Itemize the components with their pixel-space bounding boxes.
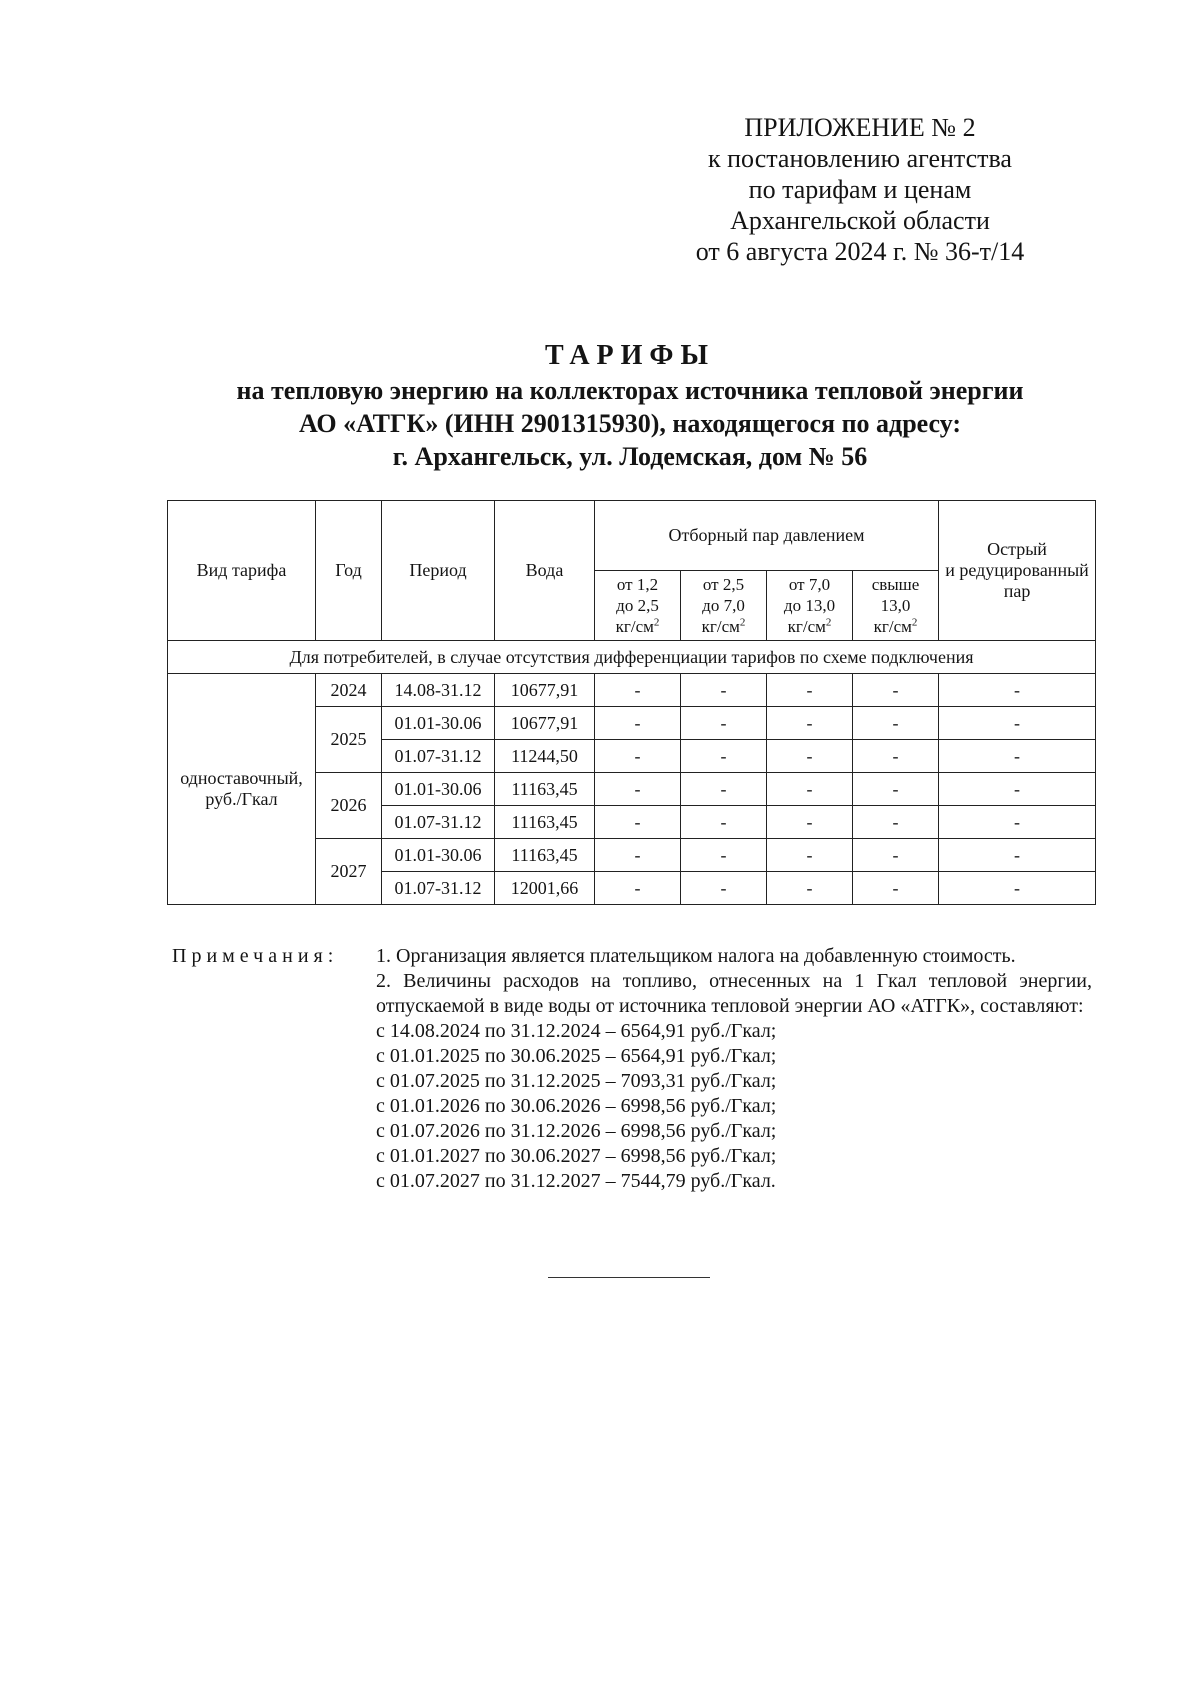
note-item: 2. Величины расходов на топливо, отнесенных на 1 Гкал тепловой энергии, отпускаемой в виде воды от источника тепловой энергии АО «АТГК», составляют: [376, 970, 1092, 1017]
dash-cell: - [939, 740, 1096, 773]
pressure-line: свыше [871, 575, 920, 594]
appendix-line: к постановлению агентства [708, 144, 1012, 173]
dash-cell: - [939, 773, 1096, 806]
year-cell: 2027 [316, 839, 382, 905]
header-pressure-1 [595, 571, 681, 641]
pressure-line: от 2,5 [702, 575, 745, 594]
dash-cell: - [939, 872, 1096, 905]
dash-cell: - [681, 707, 767, 740]
pressure-line: до 2,5 [616, 596, 659, 615]
dash-cell: - [939, 707, 1096, 740]
year-cell: 2025 [316, 707, 382, 773]
header-pressure-2 [681, 571, 767, 641]
year-cell: 2024 [316, 674, 382, 707]
table-row [168, 674, 1096, 707]
note-item: 1. Организация является плательщиком налога на добавленную стоимость. [376, 945, 1016, 967]
dash-cell: - [595, 773, 681, 806]
header-sharp-line: пар [1003, 581, 1031, 601]
water-cell: 12001,66 [495, 872, 595, 905]
dash-cell: - [595, 806, 681, 839]
dash-cell: - [595, 872, 681, 905]
dash-cell: - [681, 806, 767, 839]
water-cell: 11244,50 [495, 740, 595, 773]
header-water: Вода [495, 501, 595, 641]
appendix-title: ПРИЛОЖЕНИЕ № 2 [744, 113, 976, 142]
pressure-unit: кг/см [873, 617, 912, 636]
dash-cell: - [681, 839, 767, 872]
dash-cell: - [595, 674, 681, 707]
dash-cell: - [681, 740, 767, 773]
dash-cell: - [767, 740, 853, 773]
end-divider [548, 1277, 710, 1278]
document-title [150, 338, 1110, 473]
dash-cell: - [595, 740, 681, 773]
dash-cell: - [767, 773, 853, 806]
pressure-line: 13,0 [880, 596, 911, 615]
dash-cell: - [939, 839, 1096, 872]
appendix-line: Архангельской области [730, 206, 990, 235]
fuel-rate-line: с 14.08.2024 по 31.12.2024 – 6564,91 руб./Гкал; [376, 1020, 777, 1042]
water-cell: 11163,45 [495, 806, 595, 839]
period-cell: 01.01-30.06 [382, 707, 495, 740]
appendix-line: по тарифам и ценам [748, 175, 972, 204]
dash-cell: - [939, 674, 1096, 707]
title-line: г. Архангельск, ул. Лодемская, дом № 56 [392, 442, 868, 471]
fuel-rate-line: с 01.01.2026 по 30.06.2026 – 6998,56 руб./Гкал; [376, 1095, 777, 1117]
pressure-line: от 7,0 [788, 575, 831, 594]
dash-cell: - [767, 806, 853, 839]
header-sharp-steam [939, 501, 1096, 641]
dash-cell: - [595, 839, 681, 872]
dash-cell: - [853, 674, 939, 707]
water-cell: 10677,91 [495, 707, 595, 740]
dash-cell: - [681, 872, 767, 905]
dash-cell: - [767, 707, 853, 740]
dash-cell: - [853, 740, 939, 773]
tariff-type-cell [168, 674, 316, 905]
notes-label: Примечания: [172, 945, 339, 967]
period-cell: 01.01-30.06 [382, 773, 495, 806]
dash-cell: - [853, 806, 939, 839]
fuel-rate-line: с 01.07.2027 по 31.12.2027 – 7544,79 руб./Гкал. [376, 1170, 776, 1192]
dash-cell: - [767, 872, 853, 905]
header-steam-group: Отборный пар давлением [595, 501, 939, 571]
pressure-unit: кг/см [615, 617, 654, 636]
fuel-rate-line: с 01.07.2026 по 31.12.2026 – 6998,56 руб./Гкал; [376, 1120, 777, 1142]
fuel-rate-line: с 01.01.2025 по 30.06.2025 – 6564,91 руб./Гкал; [376, 1045, 777, 1067]
pressure-line: от 1,2 [616, 575, 659, 594]
pressure-unit: кг/см [701, 617, 740, 636]
year-cell: 2026 [316, 773, 382, 839]
water-cell: 10677,91 [495, 674, 595, 707]
header-tariff-type: Вид тарифа [168, 501, 316, 641]
dash-cell: - [767, 674, 853, 707]
water-cell: 11163,45 [495, 773, 595, 806]
pressure-unit-sup: 2 [739, 616, 746, 629]
dash-cell: - [681, 674, 767, 707]
dash-cell: - [853, 872, 939, 905]
header-period: Период [382, 501, 495, 641]
dash-cell: - [939, 806, 1096, 839]
notes-body [376, 944, 1092, 1194]
header-pressure-4 [853, 571, 939, 641]
title-line: АО «АТГК» (ИНН 2901315930), находящегося по адресу: [298, 409, 962, 438]
tariff-type-line: одноставочный, [180, 768, 303, 788]
dash-cell: - [681, 773, 767, 806]
header-sharp-line: и редуцированный [945, 560, 1089, 580]
header-sharp-line: Острый [987, 539, 1047, 559]
pressure-line: до 7,0 [702, 596, 745, 615]
tariffs-table [167, 500, 1096, 905]
appendix-date: от 6 августа 2024 г. № 36-т/14 [695, 237, 1025, 266]
fuel-rate-line: с 01.07.2025 по 31.12.2025 – 7093,31 руб./Гкал; [376, 1070, 777, 1092]
period-cell: 01.01-30.06 [382, 839, 495, 872]
pressure-unit: кг/см [787, 617, 826, 636]
header-year: Год [316, 501, 382, 641]
dash-cell: - [853, 707, 939, 740]
section-header: Для потребителей, в случае отсутствия дифференциации тарифов по схеме подключения [168, 641, 1096, 674]
water-cell: 11163,45 [495, 839, 595, 872]
title-main: ТАРИФЫ [545, 340, 715, 371]
pressure-unit-sup: 2 [911, 616, 918, 629]
period-cell: 01.07-31.12 [382, 872, 495, 905]
period-cell: 01.07-31.12 [382, 740, 495, 773]
pressure-line: до 13,0 [783, 596, 836, 615]
title-line: на тепловую энергию на коллекторах источника тепловой энергии [236, 376, 1024, 405]
pressure-unit-sup: 2 [653, 616, 660, 629]
fuel-rate-line: с 01.01.2027 по 30.06.2027 – 6998,56 руб./Гкал; [376, 1145, 777, 1167]
period-cell: 01.07-31.12 [382, 806, 495, 839]
pressure-unit-sup: 2 [825, 616, 832, 629]
header-pressure-3 [767, 571, 853, 641]
period-cell: 14.08-31.12 [382, 674, 495, 707]
dash-cell: - [767, 839, 853, 872]
dash-cell: - [853, 839, 939, 872]
appendix-header [660, 112, 1060, 267]
dash-cell: - [595, 707, 681, 740]
tariff-type-unit: руб./Гкал [205, 789, 278, 809]
dash-cell: - [853, 773, 939, 806]
